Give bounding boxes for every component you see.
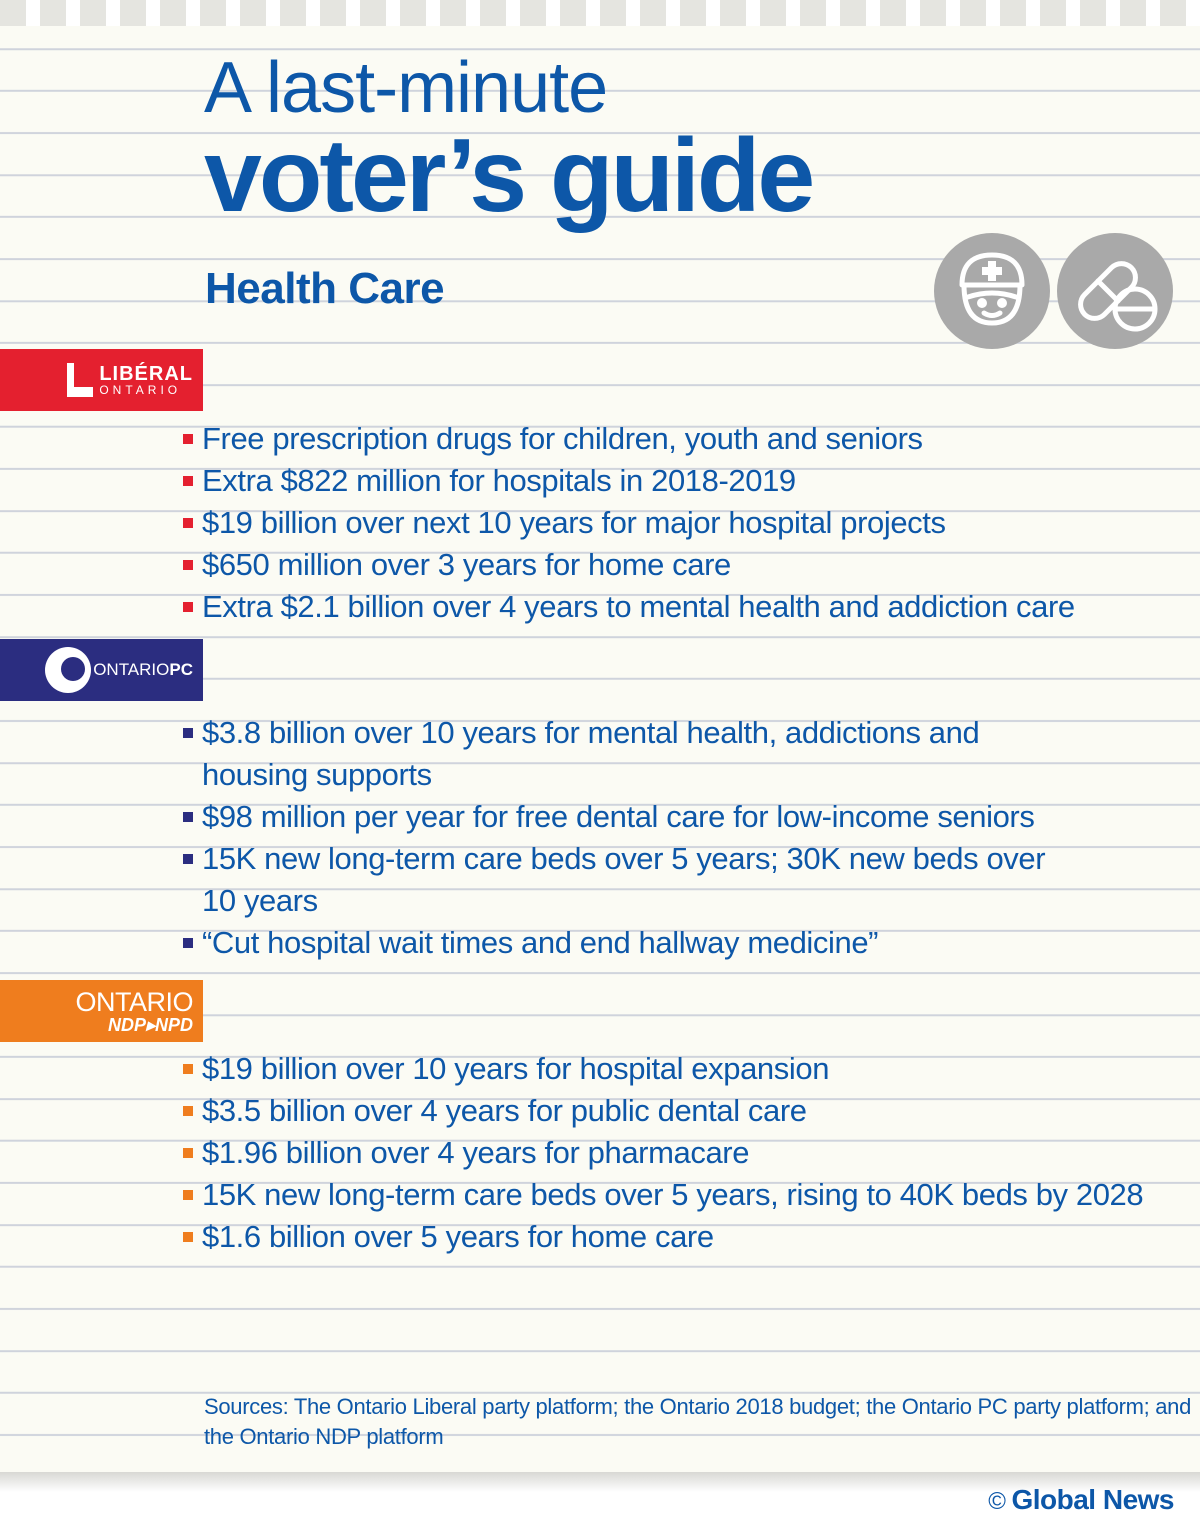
pc-logo — [45, 647, 193, 693]
pc-promises-list — [183, 712, 1183, 964]
list-item: $650 million over 3 years for home care — [183, 544, 1183, 586]
ndp-party-tab — [0, 980, 203, 1042]
title-line-2: voter’s guide — [204, 118, 813, 234]
bullet-icon — [183, 518, 193, 528]
liberal-logo — [67, 363, 193, 397]
list-item: “Cut hospital wait times and end hallway medicine” — [183, 922, 1183, 964]
list-item: Extra $822 million for hospitals in 2018-2019 — [183, 460, 1183, 502]
title-line-1: A last-minute — [204, 48, 608, 128]
bullet-icon — [183, 476, 193, 486]
pills-icon — [1057, 233, 1173, 349]
list-item: 15K new long-term care beds over 5 years; 30K new beds over 10 years — [183, 838, 1082, 922]
bullet-icon — [183, 728, 193, 738]
ndp-logo-line-2: NDP▸NPD — [107, 1014, 193, 1035]
bullet-icon — [183, 1232, 193, 1242]
sources-note: Sources: The Ontario Liberal party platform; the Ontario 2018 budget; the Ontario PC party platform; and the Ontario NDP platform — [204, 1394, 1192, 1449]
copyright-icon: © — [988, 1488, 1006, 1515]
ndp-logo-line-1: ONTARIO — [75, 986, 193, 1017]
section-heading: Health Care — [205, 264, 445, 313]
list-item: $1.6 billion over 5 years for home care — [183, 1216, 1183, 1258]
bullet-icon — [183, 434, 193, 444]
bullet-icon — [183, 812, 193, 822]
pc-c-icon — [45, 647, 91, 693]
nurse-icon — [934, 233, 1050, 349]
liberal-logo-line-2: ONTARIO — [99, 383, 182, 397]
bullet-icon — [183, 938, 193, 948]
liberal-promises-list — [183, 418, 1183, 628]
bullet-icon — [183, 1064, 193, 1074]
liberal-party-tab — [0, 349, 203, 411]
liberal-l-icon — [67, 363, 93, 397]
list-item: $19 billion over 10 years for hospital expansion — [183, 1048, 1183, 1090]
page-title — [204, 48, 813, 234]
bullet-icon — [183, 1106, 193, 1116]
list-item: 15K new long-term care beds over 5 years, rising to 40K beds by 2028 — [183, 1174, 1162, 1216]
ndp-logo — [75, 986, 194, 1035]
list-item: $98 million per year for free dental care for low-income seniors — [183, 796, 1183, 838]
pc-logo-word-2: PC — [169, 660, 193, 679]
bullet-icon — [183, 1148, 193, 1158]
liberal-logo-line-1: LIBÉRAL — [99, 363, 193, 385]
notebook-spiral-edge — [0, 0, 1200, 26]
pc-logo-word-1: ONTARIO — [93, 660, 170, 679]
list-item: Extra $2.1 billion over 4 years to mental health and addiction care — [183, 586, 1183, 628]
pc-party-tab — [0, 639, 203, 701]
bullet-icon — [183, 560, 193, 570]
list-item: Free prescription drugs for children, youth and seniors — [183, 418, 1183, 460]
credit-text: Global News — [1011, 1484, 1174, 1515]
bullet-icon — [183, 1190, 193, 1200]
list-item: $3.8 billion over 10 years for mental health, addictions and housing supports — [183, 712, 1082, 796]
ndp-promises-list — [183, 1048, 1183, 1258]
list-item: $19 billion over next 10 years for major hospital projects — [183, 502, 1183, 544]
list-item: $3.5 billion over 4 years for public dental care — [183, 1090, 1183, 1132]
credit-line — [988, 1484, 1174, 1516]
bullet-icon — [183, 602, 193, 612]
bullet-icon — [183, 854, 193, 864]
list-item: $1.96 billion over 4 years for pharmacare — [183, 1132, 1183, 1174]
